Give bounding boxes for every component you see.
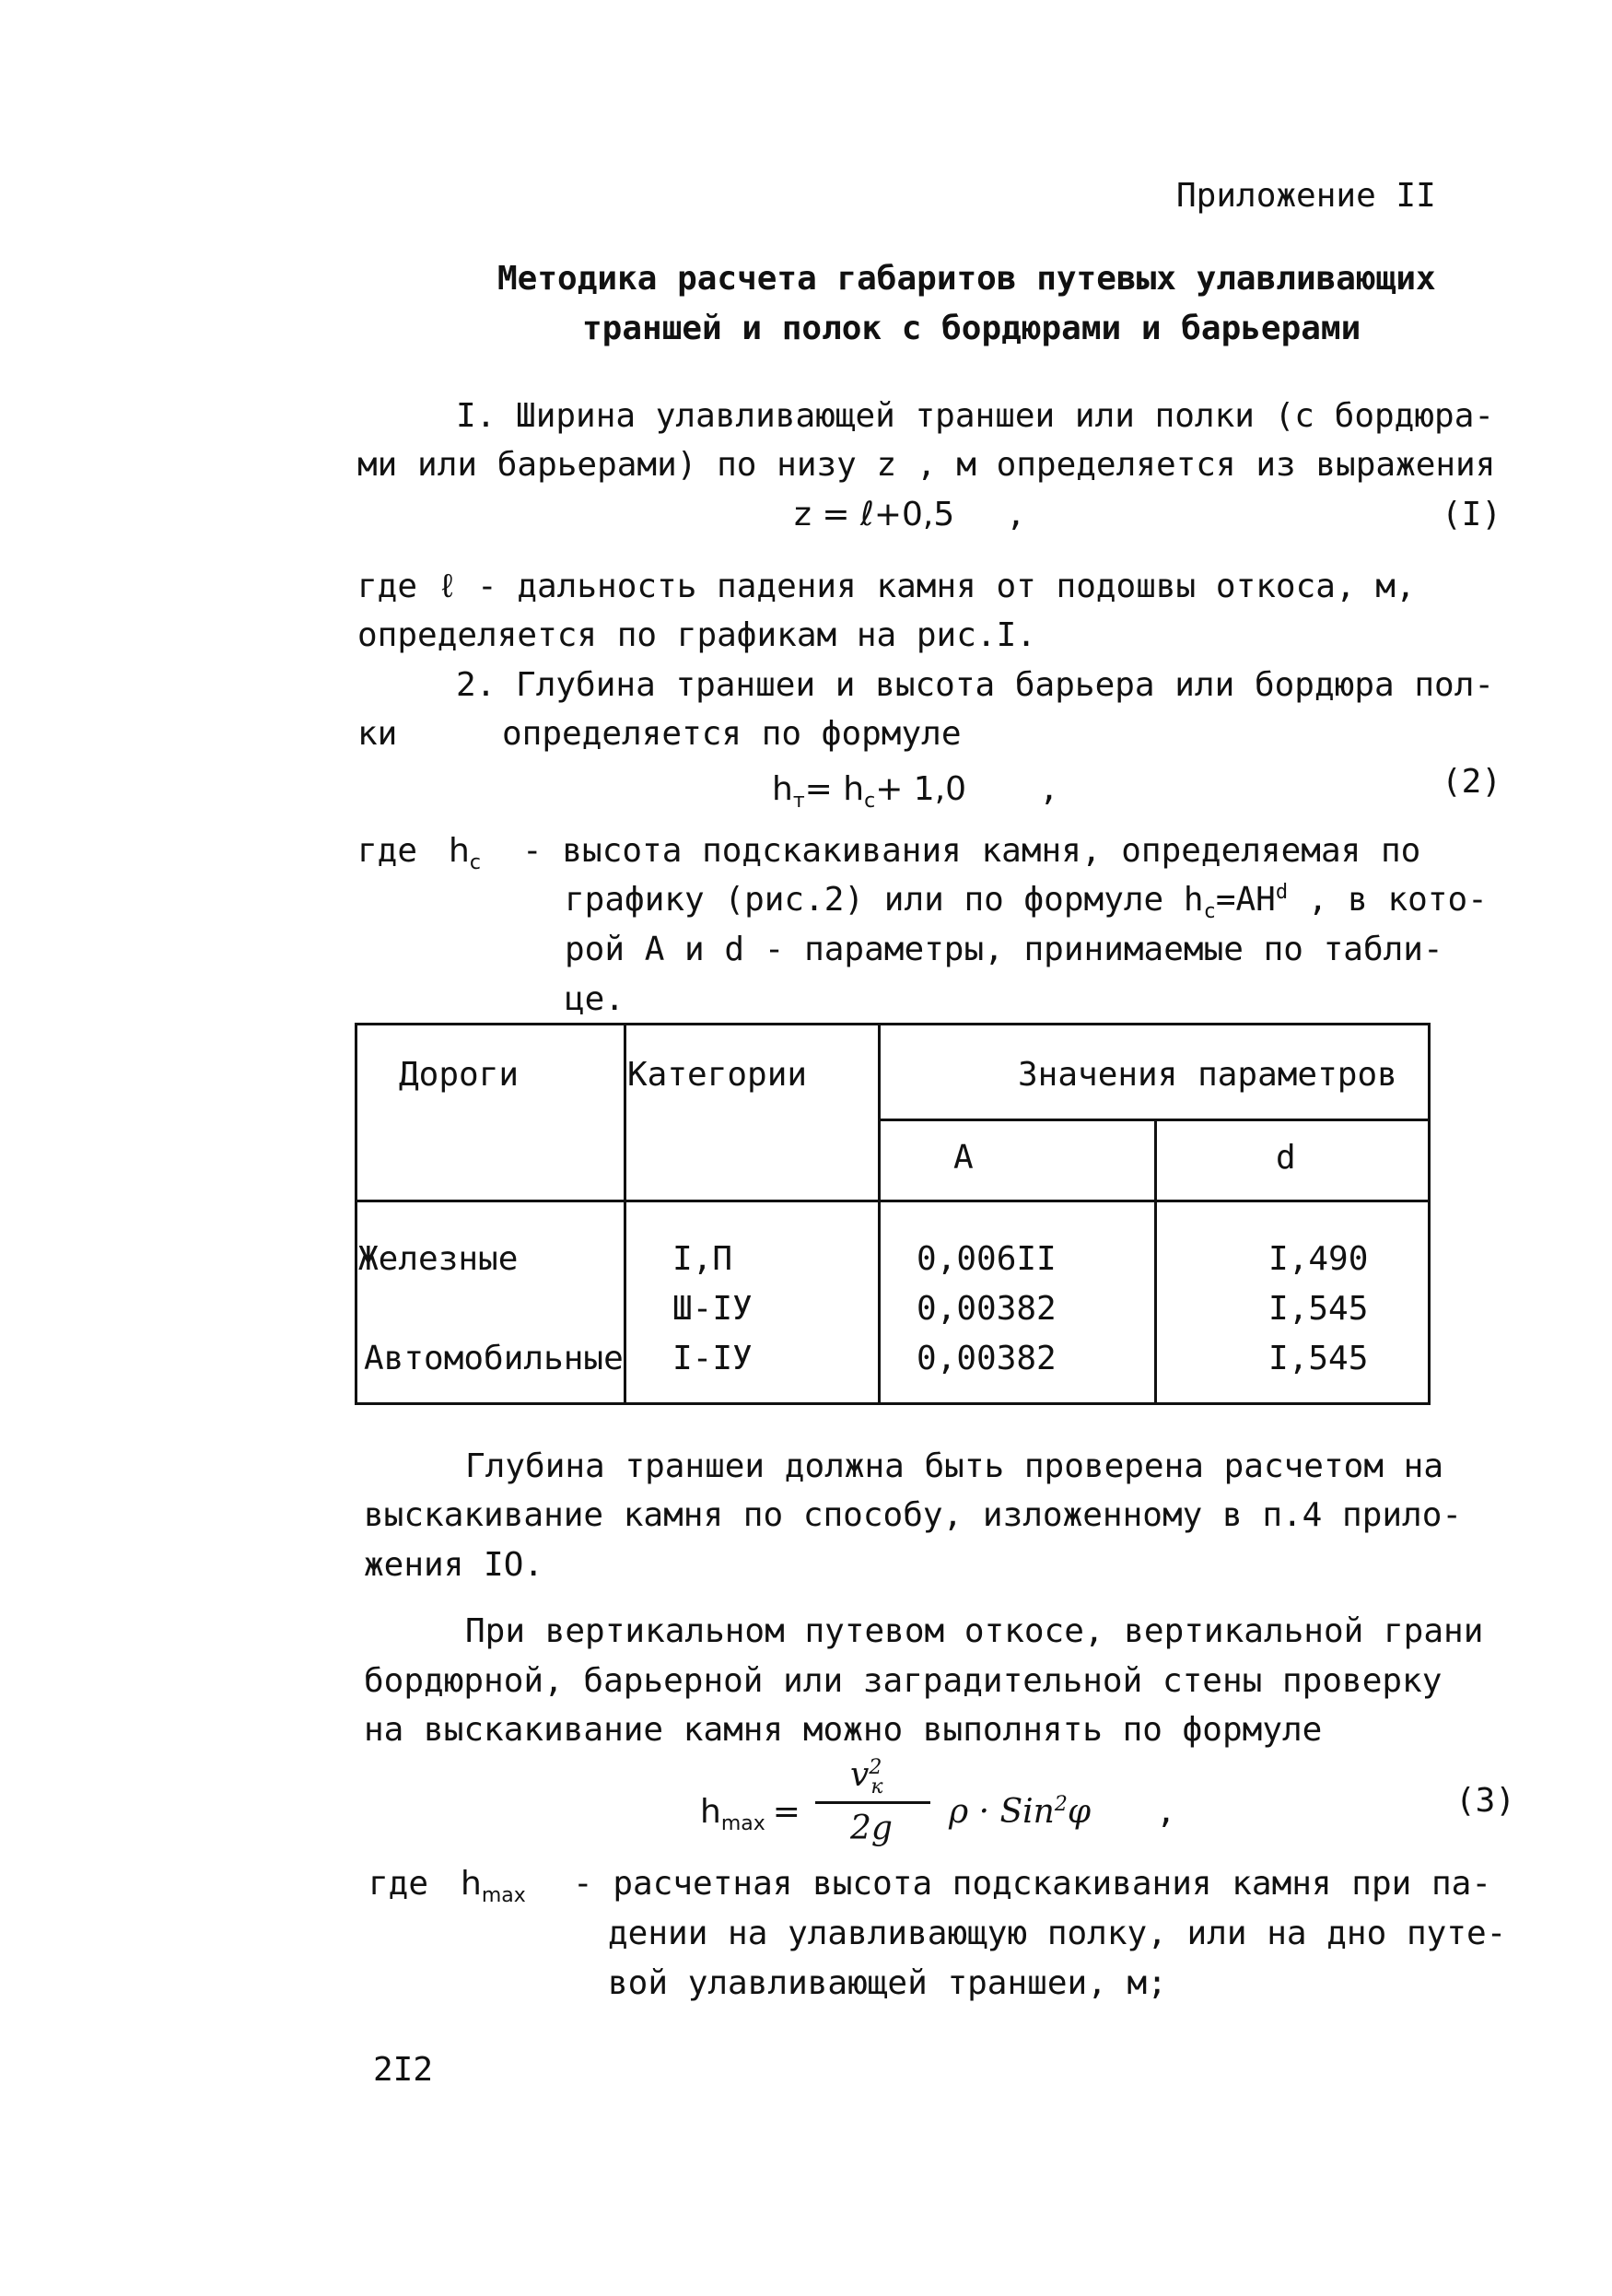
section2-where-3: рой A и d - параметры, принимаемые по табли- <box>565 931 1443 968</box>
formula-3-numerator: $v^2_к$ <box>850 1756 883 1799</box>
where3-symbol: $h_{max}$ <box>461 1865 526 1908</box>
table-col-divider-3 <box>1154 1119 1157 1405</box>
where3-line3: вой улавливающей траншеи, м; <box>608 1964 1167 2002</box>
header-param-values: Значения параметров <box>1018 1056 1397 1094</box>
row2-d: I,545 <box>1268 1290 1369 1328</box>
row2-a: 0,00382 <box>917 1290 1057 1328</box>
section2-line2-b: определяется по формуле <box>502 715 962 753</box>
vertical-para-line1: При вертикальном путевом откосе, вертикальной грани <box>465 1612 1484 1650</box>
formula-3-denominator: 2g <box>850 1810 893 1847</box>
formula-3-lhs: $h_{max}$ = <box>700 1793 800 1836</box>
where3-line1: - расчетная высота подскакивания камня при па- <box>573 1865 1491 1903</box>
formula-3-tail: ρ · Sin$^2$φ <box>949 1793 1092 1831</box>
row3-a: 0,00382 <box>917 1340 1057 1377</box>
table-col-divider-1 <box>624 1023 626 1405</box>
row1-d: I,490 <box>1268 1240 1369 1278</box>
section2-where-label: где <box>357 832 418 870</box>
section1-line1: I. Ширина улавливающей траншеи или полки (с бордюра- <box>456 397 1495 435</box>
table-col-divider-2 <box>878 1023 881 1405</box>
parameters-table <box>355 1023 1431 1405</box>
row1-a: 0,006II <box>917 1240 1057 1278</box>
where3-label: где <box>368 1865 429 1903</box>
row1-category: I,П <box>672 1240 733 1278</box>
section1-where-2: определяется по графикам на рис.I. <box>357 616 1036 654</box>
section1-line2: ми или барьерами) по низу z , м определяется из выражения <box>357 446 1496 484</box>
section2-line1: 2. Глубина траншеи и высота барьера или бордюра пол- <box>456 666 1495 704</box>
table-border-bottom <box>355 1402 1431 1405</box>
section1-where-1: где ℓ - дальность падения камня от подошвы откоса, м, <box>357 568 1416 605</box>
table-header-bottom <box>355 1200 1431 1202</box>
formula-2-number: (2) <box>1442 763 1502 801</box>
header-categories: Категории <box>627 1056 808 1094</box>
formula-2-separator: , <box>1039 770 1059 808</box>
row2-category: Ш-IУ <box>672 1290 753 1328</box>
table-border-top <box>355 1023 1431 1025</box>
row3-d: I,545 <box>1268 1340 1369 1377</box>
section2-where-symbol: $h_с$ <box>449 832 481 875</box>
vertical-para-line2: бордюрной, барьерной или заградительной стены проверку <box>364 1662 1443 1700</box>
table-border-right <box>1428 1023 1431 1405</box>
formula-2: $h_т= h_с+ 1,0$ <box>772 770 967 814</box>
title-line-1: Методика расчета габаритов путевых улавливающих <box>497 260 1436 298</box>
formula-3-fraction <box>815 1751 930 1852</box>
header-roads: Дороги <box>399 1056 520 1094</box>
row3-road: Автомобильные <box>364 1340 624 1377</box>
depth-para-line1: Глубина траншеи должна быть проверена расчетом на <box>465 1447 1444 1485</box>
formula-3-separator: , <box>1156 1793 1176 1831</box>
appendix-label: Приложение II <box>1176 177 1436 215</box>
header-d: d <box>1276 1139 1296 1177</box>
vertical-para-line3: на выскакивание камня можно выполнять по формуле <box>364 1711 1323 1749</box>
depth-para-line2: выскакивание камня по способу, изложенному в п.4 прило- <box>364 1496 1463 1534</box>
row1-road: Железные <box>358 1240 519 1278</box>
formula-1-separator: , <box>1006 496 1026 533</box>
row3-category: I-IУ <box>672 1340 753 1377</box>
page-number: 2I2 <box>373 2051 434 2089</box>
formula-1: z = ℓ+0,5 <box>794 496 955 533</box>
formula-1-number: (I) <box>1442 496 1502 533</box>
where3-line2: дении на улавливающую полку, или на дно путе- <box>608 1915 1507 1952</box>
depth-para-line3: жения IO. <box>364 1546 544 1584</box>
section2-where-4: це. <box>565 980 625 1018</box>
table-border-left <box>355 1023 357 1405</box>
section2-line2-a: ки <box>357 715 398 753</box>
section2-where-2: графику (рис.2) или по формуле $h_с=AH^d$ , в кото- <box>565 881 1488 924</box>
header-a: A <box>953 1139 974 1177</box>
formula-3-number: (3) <box>1455 1782 1516 1820</box>
section2-where-1: - высота подскакивания камня, определяемая по <box>522 832 1421 870</box>
title-line-2: траншей и полок с бордюрами и барьерами <box>582 310 1361 347</box>
